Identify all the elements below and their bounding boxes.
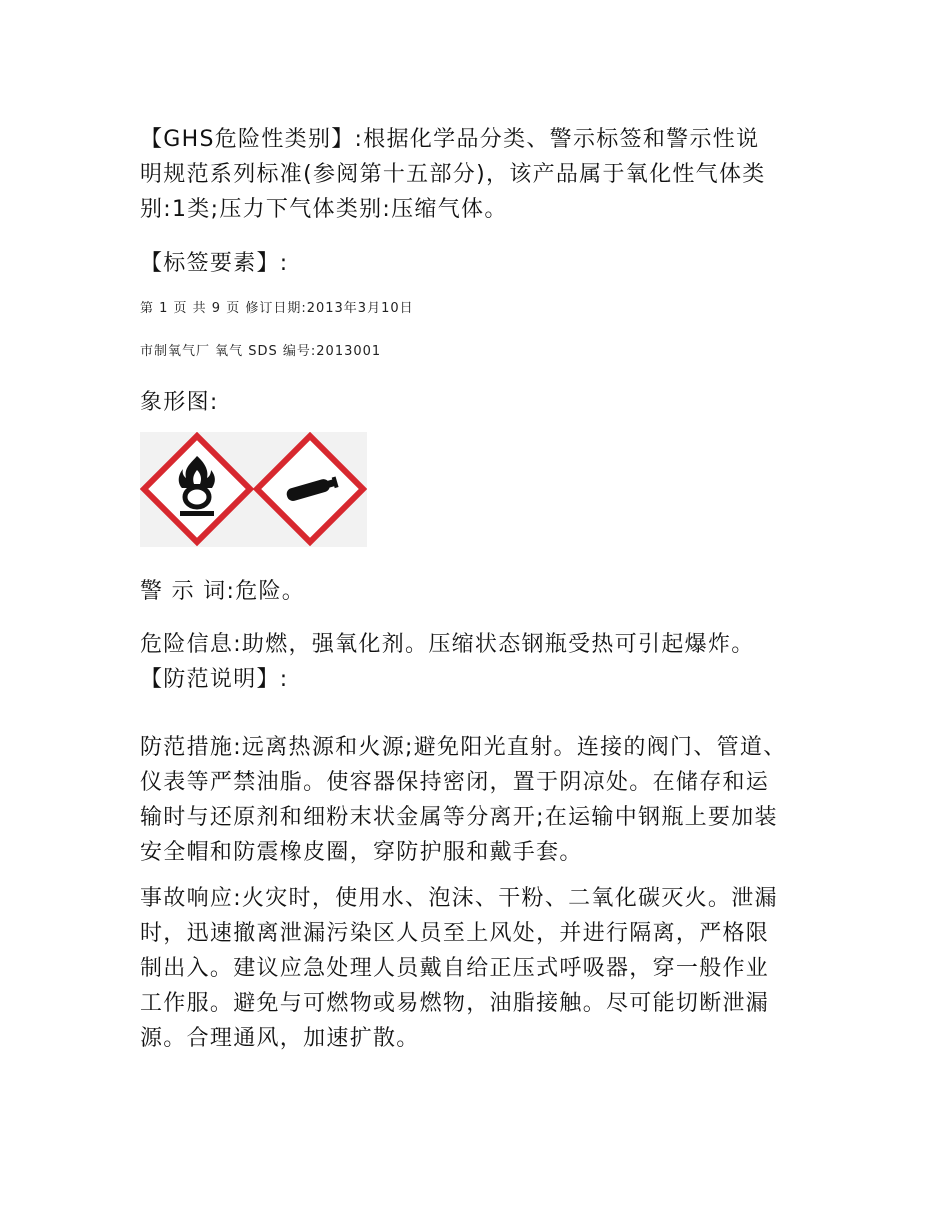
text-line: 工作服。避免与可燃物或易燃物，油脂接触。尽可能切断泄漏 xyxy=(140,991,770,1016)
page-info: 第 1 页 共 9 页 修订日期:2013年3月10日 xyxy=(140,301,414,316)
document-info: 市制氧气厂 氧气 SDS 编号:2013001 xyxy=(140,344,382,359)
ghs03-flame-over-circle-icon xyxy=(144,436,250,542)
text-line: 输时与还原剂和细粉末状金属等分离开;在运输中钢瓶上要加装 xyxy=(140,805,778,830)
pictogram-strip xyxy=(140,432,367,547)
text-line: 时，迅速撤离泄漏污染区人员至上风处，并进行隔离，严格限 xyxy=(140,921,770,946)
ghs04-gas-cylinder-icon xyxy=(257,436,363,542)
ghs-hazard-category xyxy=(140,122,812,227)
text-line: 防范措施:远离热源和火源;避免阳光直射。连接的阀门、管道、 xyxy=(140,735,787,760)
label-elements-heading: 【标签要素】: xyxy=(140,251,289,276)
precautionary-measures xyxy=(140,730,812,870)
text-line: 别:1类;压力下气体类别:压缩气体。 xyxy=(140,197,508,222)
text-line: 危险信息:助燃，强氧化剂。压缩状态钢瓶受热可引起爆炸。 xyxy=(140,632,755,657)
signal-word: 警 示 词:危险。 xyxy=(140,579,306,604)
text-line: 事故响应:火灾时，使用水、泡沫、干粉、二氧化碳灭火。泄漏 xyxy=(140,886,778,911)
hazard-information xyxy=(140,627,812,697)
text-line: 制出入。建议应急处理人员戴自给正压式呼吸器，穿一般作业 xyxy=(140,956,770,981)
precaution-heading: 【防范说明】: xyxy=(140,667,289,692)
text-line: 安全帽和防震橡皮圈，穿防护服和戴手套。 xyxy=(140,840,583,865)
pictogram-title: 象形图: xyxy=(140,390,219,415)
text-line: 源。合理通风，加速扩散。 xyxy=(140,1026,420,1051)
text-line: 明规范系列标准(参阅第十五部分)，该产品属于氧化性气体类 xyxy=(140,162,766,187)
accident-response xyxy=(140,881,812,1056)
text-line: 仪表等严禁油脂。使容器保持密闭，置于阴凉处。在储存和运 xyxy=(140,770,770,795)
text-line: 【GHS危险性类别】:根据化学品分类、警示标签和警示性说 xyxy=(140,127,760,152)
